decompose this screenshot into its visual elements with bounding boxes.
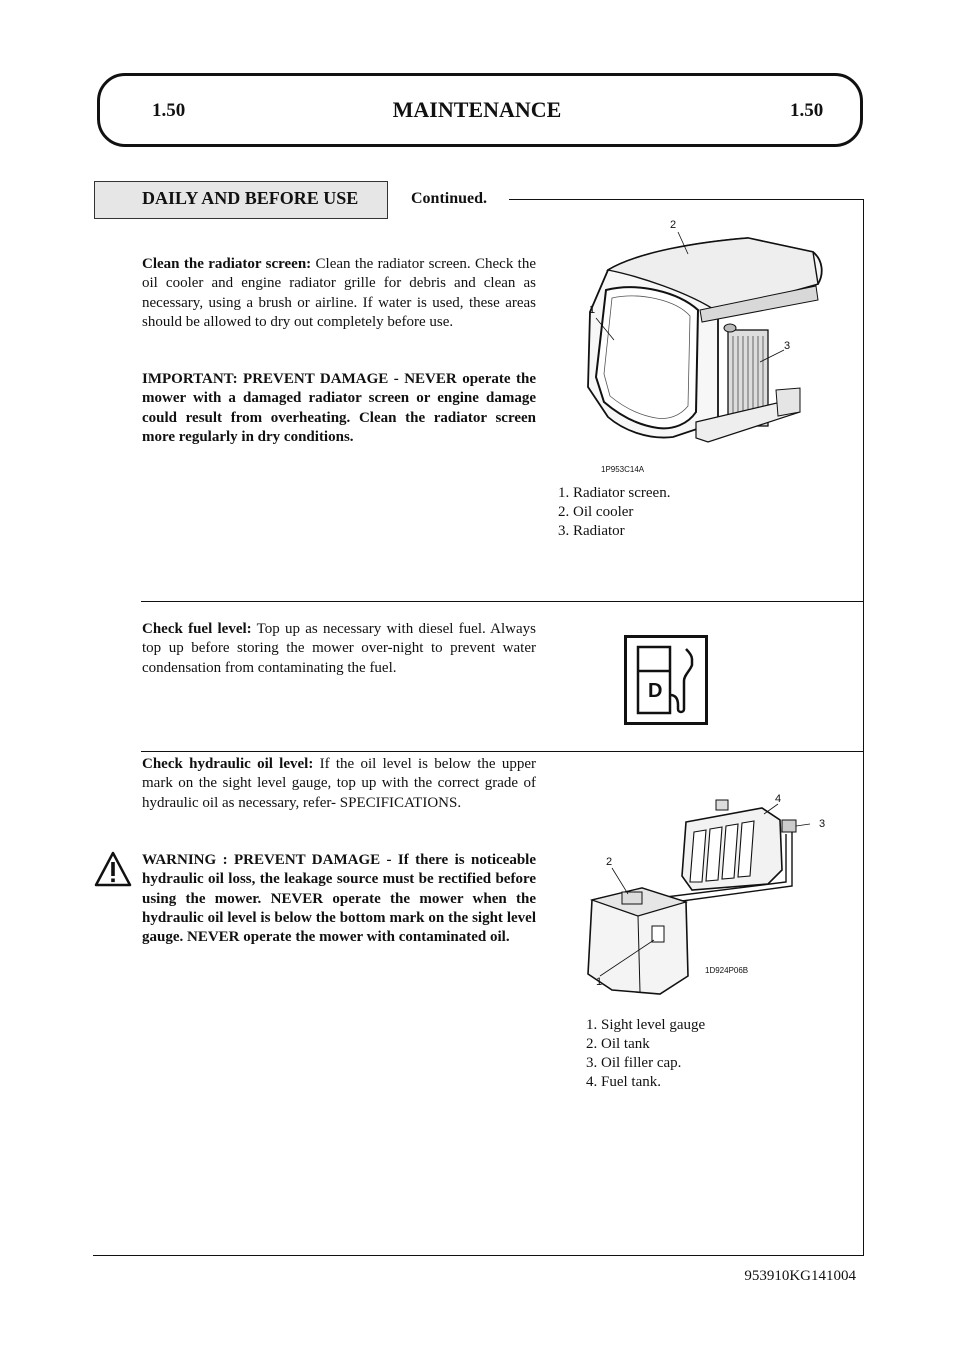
radiator-important: IMPORTANT: PREVENT DAMAGE - NEVER operate the mower with a damaged radiator screen or engine damage could result from overheating. Clean the radiator screen more regularly in dry conditions.	[142, 371, 536, 445]
hydraulic-figure-code: 1D924P06B	[705, 966, 749, 975]
document-number: 953910KG141004	[744, 1268, 856, 1284]
radiator-body: Clean the radiator screen. Check the oil cooler and engine radiator grille for debris and clean as necessary, using a brush or airline. If water is used, these areas should be allowed to dry out completely before use.	[142, 256, 537, 330]
hydraulic-figure	[582, 790, 822, 1005]
hydraulic-warning: WARNING : PREVENT DAMAGE - If there is noticeable hydraulic oil loss, the leakage source must be rectified before using the mower. NEVER operate the mower when the hydraulic oil level is below the bottom mark on the sight level gauge. NEVER operate the mower with contaminated oil.	[142, 852, 536, 946]
diesel-fuel-pump-icon	[624, 635, 708, 725]
radiator-figure-code: 1P953C14A	[601, 465, 645, 474]
hydraulic-captions	[586, 1016, 705, 1092]
fuel-paragraph	[142, 620, 536, 678]
radiator-heading: Clean the radiator screen:	[142, 256, 312, 272]
frame-right-line	[863, 199, 864, 1255]
hydraulic-heading: Check hydraulic oil level:	[142, 756, 314, 772]
hydraulic-caption-1: 1. Sight level gauge	[586, 1017, 706, 1033]
hydraulic-caption-4: 4. Fuel tank.	[586, 1074, 661, 1090]
frame-top-line	[509, 199, 864, 200]
hydraulic-callout-3: 3	[819, 818, 826, 830]
diesel-letter: D	[648, 680, 663, 702]
divider-2	[141, 751, 863, 752]
hydraulic-callout-2: 2	[606, 856, 613, 868]
radiator-callout-2: 2	[670, 219, 677, 231]
radiator-captions	[558, 484, 670, 541]
radiator-paragraph	[142, 255, 536, 332]
radiator-callout-3: 3	[784, 340, 791, 352]
hydraulic-callout-4: 4	[775, 793, 782, 805]
radiator-caption-1: 1. Radiator screen.	[558, 485, 671, 501]
radiator-caption-3: 3. Radiator	[558, 523, 625, 539]
hydraulic-body: If the oil level is below the upper mark on the sight level gauge, top up with the correct grade of hydraulic oil as necessary, refer- SPECIFICATIONS.	[142, 756, 536, 811]
radiator-callout-1: 1	[589, 304, 596, 316]
fuel-heading: Check fuel level:	[142, 621, 252, 637]
hydraulic-caption-3: 3. Oil filler cap.	[586, 1055, 682, 1071]
continued-label: Continued.	[411, 190, 488, 207]
radiator-caption-2: 2. Oil cooler	[558, 504, 634, 520]
section-number-left: 1.50	[152, 100, 186, 121]
radiator-figure	[578, 212, 828, 482]
page-title: MAINTENANCE	[392, 97, 562, 122]
section-number-right: 1.50	[790, 100, 824, 121]
frame-bottom-line	[93, 1255, 864, 1256]
warning-triangle-icon	[94, 851, 132, 887]
fuel-body: Top up as necessary with diesel fuel. Always top up before storing the mower over-night to prevent water condensation from contaminating the fuel.	[142, 621, 537, 676]
hydraulic-paragraph	[142, 755, 536, 813]
hydraulic-callout-1: 1	[596, 976, 603, 988]
divider-1	[141, 601, 863, 602]
hydraulic-caption-2: 2. Oil tank	[586, 1036, 650, 1052]
section-label: DAILY AND BEFORE USE	[142, 188, 359, 208]
